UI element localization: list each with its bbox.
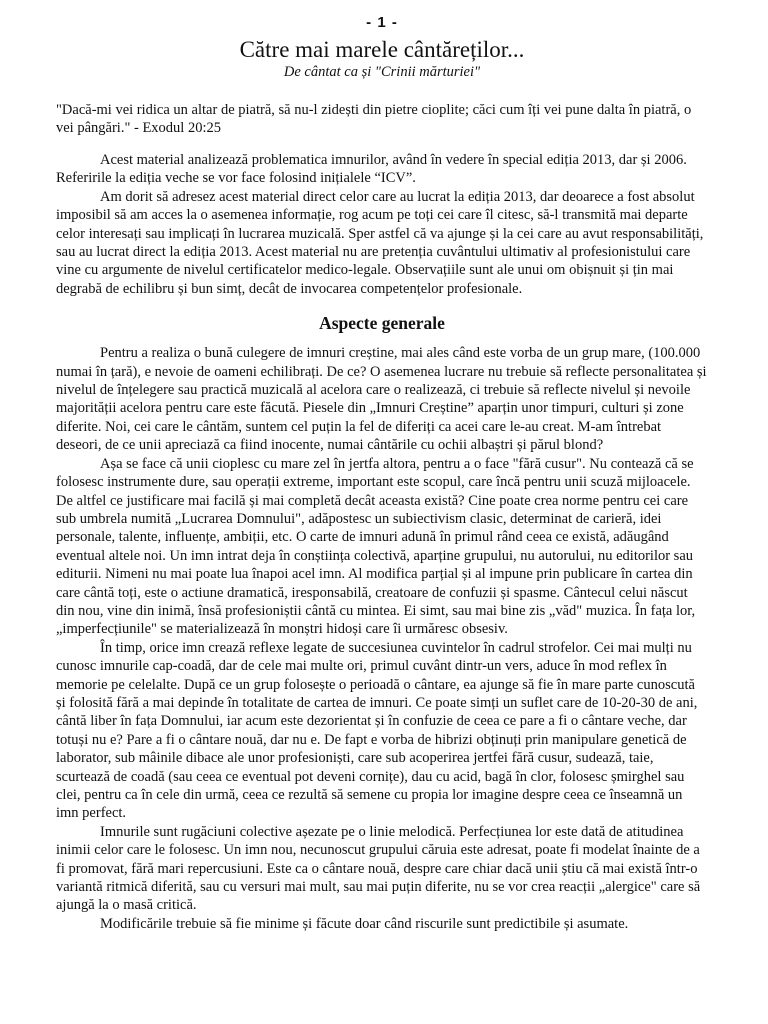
intro-paragraph: Acest material analizează problematica imnurilor, având în vedere în special ediția 2013, dar și 2006. Referirile la ediția veche se vor face folosind inițialele “ICV”.: [56, 152, 687, 187]
document-title: Către mai marele cântăreților...: [239, 37, 525, 62]
epigraph-quote: "Dacă-mi vei ridica un altar de piatră, să nu-l zidești din pietre cioplite; căci cum îți vei pune dalta în piatră, o vei pângări." - Exodul 20:25: [56, 102, 692, 136]
intro-paragraph: Am dorit să adresez acest material direct celor care au lucrat la ediția 2013, dar deoarece a fost absolut imposibil să am acces la o asemenea informație, rog acum pe toți cei care îl citesc, să-l transmită mai departe celor interesați sau implicați în lucrarea muzicală. Sper astfel că va ajunge și la cei care au avut responsabilități, sau au lucrat direct la ediția 2013. Acest material nu are pretenția cuvântului ultimativ al profesionistului care vine cu argumente de nivelul certificatelor medico-legale. Observațiile sunt ale unui om obișnuit și țin mai degrabă de echilibru și bun simț, decât de invocarea competențelor profesionale.: [56, 188, 704, 297]
body-paragraph: Modificările trebuie să fie minime și făcute doar când riscurile sunt predictibile și asumate.: [100, 915, 629, 932]
body-paragraph: În timp, orice imn crează reflexe legate de succesiunea cuvintelor în cadrul strofelor. Cei mai mulți nu cunosc imnurile cap-coadă, dar de cele mai multe ori, primul cuvânt dintr-un vers, aduce în mod reflex în memorie pe celelalte. După ce un grup folosește o perioadă o cântare, ea ajunge să fie în mare parte cunoscută și folosită fără a mai depinde în totalitate de cartea de imnuri. Ce poate simți un suflet care de 10-20-30 de ani, cântă liber în fața Domnului, iar acum este dezorientat și în confuzie de ceea ce pare a fi o cântare veche, dar totuși nu e? Pare a fi o cântare nouă, dar nu e. De fapt e vorba de hibrizi obținuți prin manipulare genetică de laborator, sub mâinile dibace ale unor profesioniști, care sub acoperirea jertfei fără cusur, sudează, taie, scurtează de coadă (sau ceea ce eventual pot deveni cornițe), dau cu acid, bagă în clor, folosesc șmirghel sau clei, pentru ca în cele din urmă, ceea ce rezultă să semene cu propia lor imagine despre ceea ce înseamnă un imn perfect.: [56, 639, 698, 822]
body-paragraph: Imnurile sunt rugăciuni colective așezate pe o linie melodică. Perfecțiunea lor este dată de atitudinea inimii celor care le folosesc. Un imn nou, necunoscut grupului căruia este adresat, poate fi modelat înainte de a fi promovat, fără mari repercusiuni. Este ca o cântare nouă, despre care chiar dacă unii știu că mai există într-o variantă ritmică diferită, sau cu versuri mai mult, sau mai puțin diferite, nu se vor crea reacții „alergice" care să ajungă la o masă critică.: [56, 823, 701, 914]
body-paragraph: Așa se face că unii cioplesc cu mare zel în jertfa altora, pentru a o face "fără cusur". Nu contează că se folosesc instrumente dure, sau operații extreme, important este scopul, care încă pentru unii scuză mijloacele. De altfel ce justificare mai facilă și mai completă decât aceasta există? Cine poate crea norme pentru cei care sub umbrela numită „Lucrarea Domnului", adăpostesc un subiectivism clasic, determinat de carieră, idei personale, talente, influențe, ambiții, etc. O carte de imnuri adună în primul rând ceea ce există, adăugând eventual altele noi. Un imn intrat deja în conștiința colectivă, aparține grupului, nu autorului, nu editorilor sau editurii. Nimeni nu mai poate lua înapoi acel imn. Al modifica parțial și al impune prin publicare în cartea din care cântă toți, este o actiune dramatică, iresponsabilă, creatoare de confuzii și spasme. Cântecul celui născut din nou, vine din inimă, însă profesioniștii cântă cu mintea. Ei simt, sau mai bine zis „văd" muzica. În fața lor, „imperfecțiunile" se materializează în monștri hidoși care îi urmăresc obsesiv.: [56, 455, 696, 638]
document-subtitle: De cântat ca și "Crinii mărturiei": [283, 64, 481, 80]
body-paragraph: Pentru a realiza o bună culegere de imnuri creștine, mai ales când este vorba de un grup mare, (100.000 numai în țară), e nevoie de oameni echilibrați. De ce? O asemenea lucrare nu trebuie să reflecte personalitatea și nivelul de înțelegere sau practică muzicală al acelora care o realizează, ci trebuie să reflecte nivelul și nevoile majorității acelora pentru care este făcută. Piesele din „Imnuri Creștine” aparțin unor timpuri, culturi și zone diferite. Noi, cei care le cântăm, suntem cel puțin la fel de diferiți ca acei care le-au creat. M-am întrebat deseori, de ce unii apreciază ca fiind inocente, numai cântările cu ochii albaștri și părul blond?: [56, 345, 707, 454]
section-heading: Aspecte generale: [319, 313, 445, 334]
page-number: - 1 -: [366, 14, 398, 31]
